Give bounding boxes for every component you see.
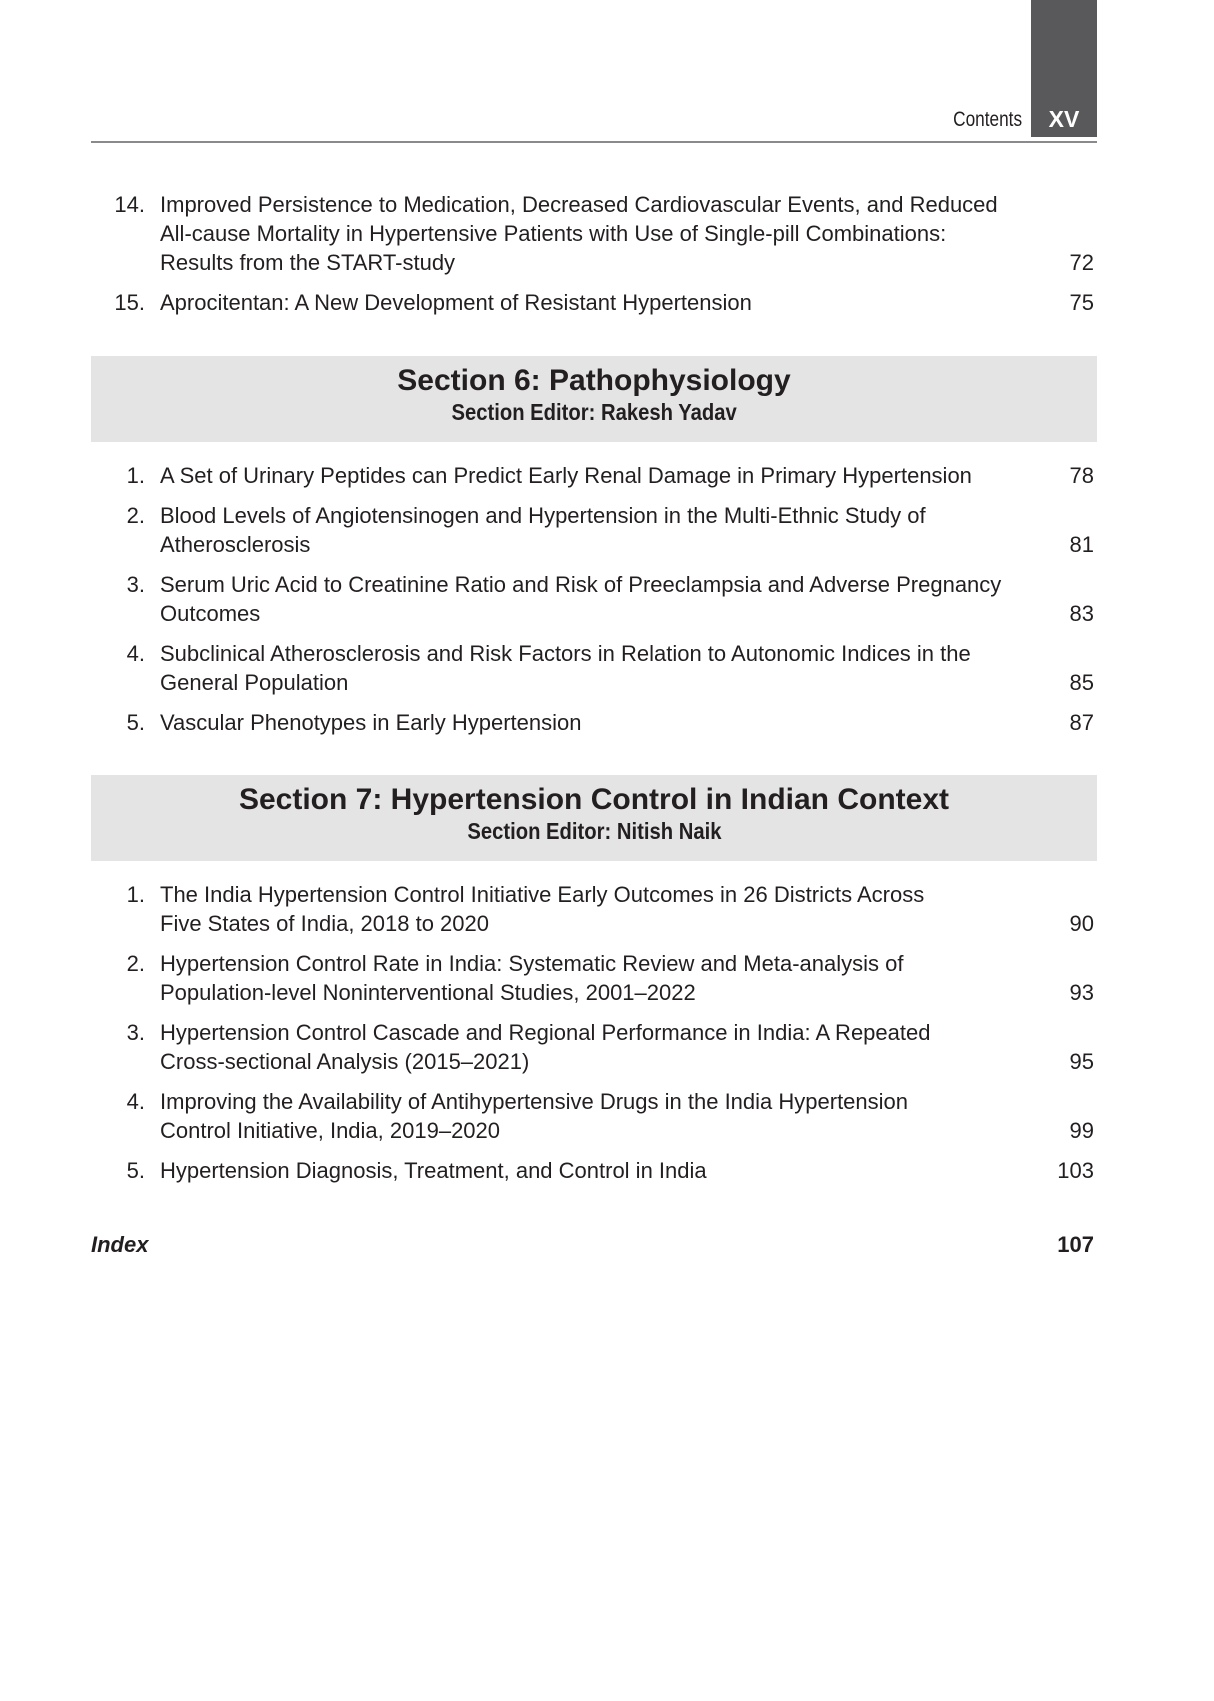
entry-title-line: Results from the START-study: [160, 250, 456, 275]
entry-title-line: Improved Persistence to Medication, Decreased Cardiovascular Events, and Reduced: [160, 192, 998, 217]
entry-number: 5.: [126, 710, 145, 735]
section-title: Section 7: Hypertension Control in Indian Context: [238, 783, 950, 816]
entry-title-line: Hypertension Control Rate in India: Systematic Review and Meta-analysis of: [160, 951, 904, 976]
header-rule: [91, 141, 1097, 143]
entry-title-line: Blood Levels of Angiotensinogen and Hypertension in the Multi-Ethnic Study of: [160, 503, 926, 528]
entry-title-line: Subclinical Atherosclerosis and Risk Factors in Relation to Autonomic Indices in the: [160, 641, 971, 666]
entry-number: 15.: [114, 290, 145, 315]
toc-entry[interactable]: [91, 501, 1097, 559]
entry-title: [160, 708, 1020, 737]
page-number: XV: [1048, 106, 1080, 132]
entry-page: 87: [1069, 710, 1094, 735]
entry-title-line: Vascular Phenotypes in Early Hypertension: [160, 710, 582, 735]
entry-title-line: Control Initiative, India, 2019–2020: [160, 1118, 501, 1143]
entry-page: 90: [1069, 911, 1094, 936]
entry-title: [160, 1087, 1020, 1145]
entry-title: [160, 501, 1020, 559]
entry-title-line: Hypertension Control Cascade and Regional Performance in India: A Repeated: [160, 1020, 931, 1045]
toc-entry[interactable]: [91, 1087, 1097, 1145]
entry-title-line: General Population: [160, 670, 349, 695]
entry-title-line: A Set of Urinary Peptides can Predict Early Renal Damage in Primary Hypertension: [160, 463, 972, 488]
entry-number: 3.: [126, 572, 145, 597]
entry-title-line: Aprocitentan: A New Development of Resistant Hypertension: [160, 290, 752, 315]
toc-entry[interactable]: [91, 639, 1097, 697]
entry-title: [160, 1156, 1020, 1185]
entry-title: [160, 880, 1020, 938]
entry-number: 2.: [126, 951, 145, 976]
toc-entry[interactable]: [91, 570, 1097, 628]
entry-title-line: Outcomes: [160, 601, 261, 626]
entry-number: 3.: [126, 1020, 145, 1045]
entry-page: 83: [1069, 601, 1094, 626]
entry-page: 72: [1069, 250, 1094, 275]
entry-page: 93: [1069, 980, 1094, 1005]
toc-entry[interactable]: [91, 288, 1097, 317]
entry-title: [160, 639, 1020, 697]
entry-title-line: Serum Uric Acid to Creatinine Ratio and Risk of Preeclampsia and Adverse Pregnancy: [160, 572, 1002, 597]
section-editor: Section Editor: Nitish Naik: [466, 818, 722, 844]
entry-title-line: Hypertension Diagnosis, Treatment, and Control in India: [160, 1158, 707, 1183]
index-label: Index: [91, 1232, 149, 1257]
entry-number: 1.: [126, 882, 145, 907]
entry-title: [160, 461, 1020, 490]
entry-title-line: The India Hypertension Control Initiative Early Outcomes in 26 Districts Across: [160, 882, 925, 907]
toc-entry[interactable]: [91, 949, 1097, 1007]
section-title: Section 6: Pathophysiology: [397, 364, 791, 397]
entry-number: 5.: [126, 1158, 145, 1183]
entry-title-line: All-cause Mortality in Hypertensive Patients with Use of Single-pill Combinations:: [160, 221, 947, 246]
entry-title: [160, 570, 1020, 628]
entry-page: 99: [1069, 1118, 1094, 1143]
index-page: 107: [1057, 1232, 1094, 1257]
entry-page: 78: [1069, 463, 1094, 488]
entry-title: [160, 949, 1020, 1007]
entry-page: 95: [1069, 1049, 1094, 1074]
entry-title-line: Cross-sectional Analysis (2015–2021): [160, 1049, 530, 1074]
running-head: Contents: [953, 108, 1022, 131]
toc-entry[interactable]: [91, 708, 1097, 737]
entry-title: [160, 190, 1020, 277]
section-editor: Section Editor: Rakesh Yadav: [451, 399, 737, 425]
entry-title: [160, 1018, 1020, 1076]
entry-number: 2.: [126, 503, 145, 528]
toc-entry[interactable]: [91, 1156, 1097, 1185]
entry-page: 85: [1069, 670, 1094, 695]
toc-entry[interactable]: [91, 190, 1097, 277]
entry-title: [160, 288, 1020, 317]
entry-title-line: Atherosclerosis: [160, 532, 311, 557]
entry-number: 1.: [126, 463, 145, 488]
index-entry[interactable]: [91, 1231, 1097, 1259]
entry-title-line: Five States of India, 2018 to 2020: [160, 911, 490, 936]
toc-entry[interactable]: [91, 880, 1097, 938]
entry-number: 4.: [126, 1089, 145, 1114]
toc-entry[interactable]: [91, 461, 1097, 490]
entry-page: 75: [1069, 290, 1094, 315]
entry-page: 103: [1057, 1158, 1094, 1183]
entry-number: 4.: [126, 641, 145, 666]
toc-entry[interactable]: [91, 1018, 1097, 1076]
entry-number: 14.: [114, 192, 145, 217]
entry-title-line: Improving the Availability of Antihypertensive Drugs in the India Hypertension: [160, 1089, 909, 1114]
section-header: [91, 356, 1097, 442]
entry-page: 81: [1069, 532, 1094, 557]
entry-title-line: Population-level Noninterventional Studies, 2001–2022: [160, 980, 696, 1005]
section-header: [91, 775, 1097, 861]
